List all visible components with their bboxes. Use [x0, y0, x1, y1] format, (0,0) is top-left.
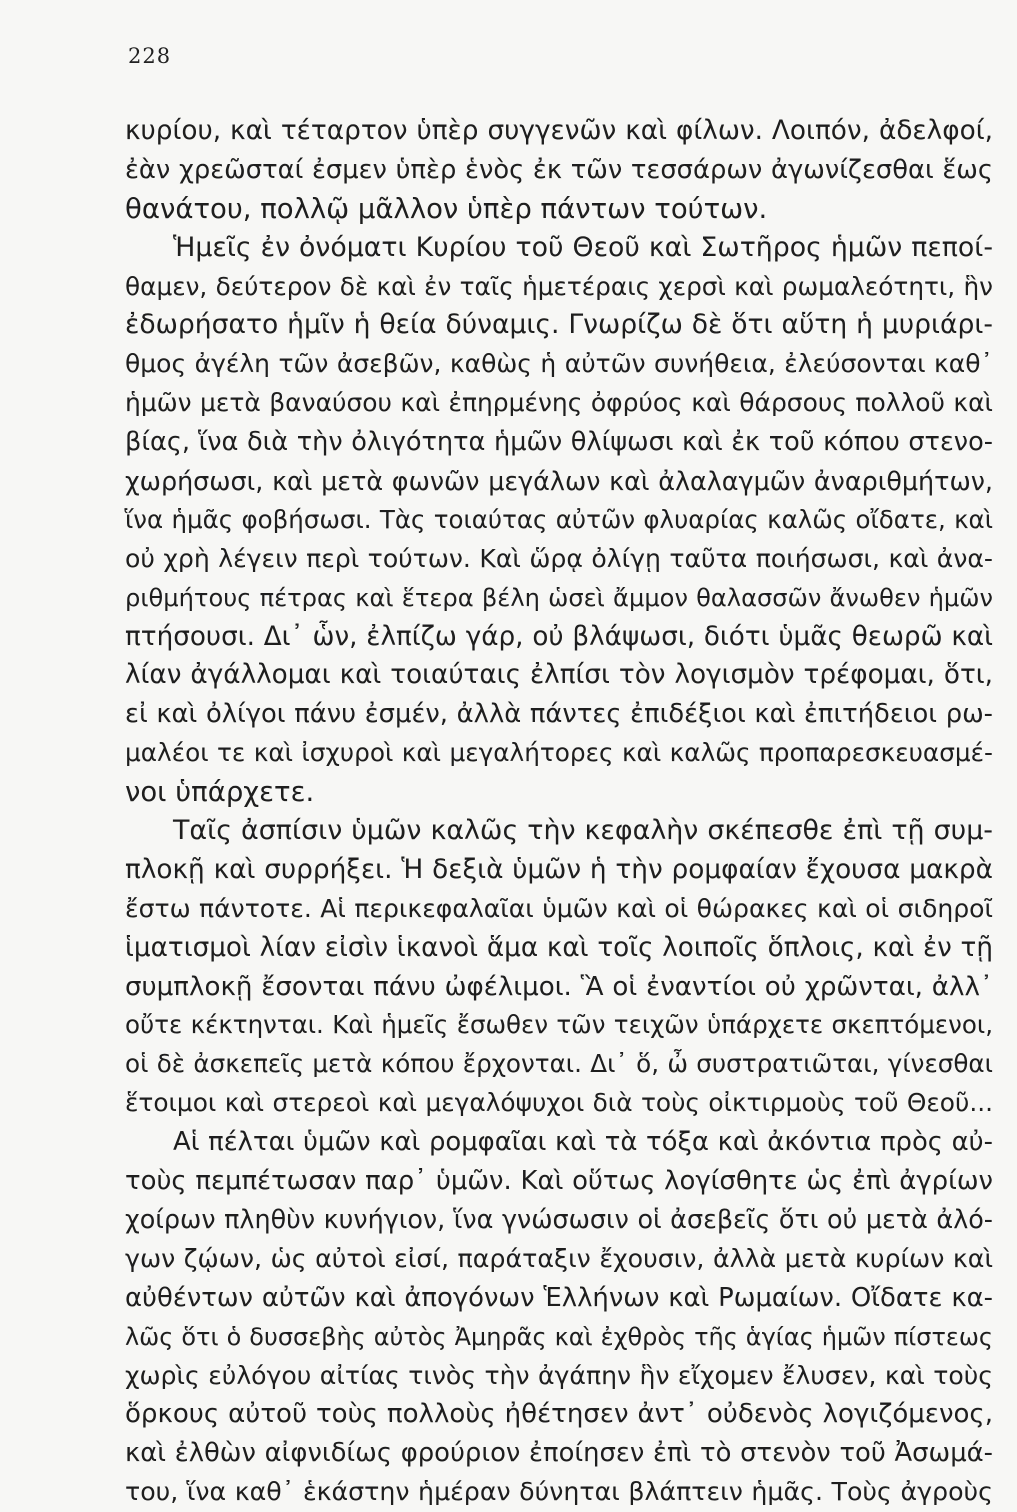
text-line: ἔστω πάντοτε. Αἱ περικεφαλαῖαι ὑμῶν καὶ οἱ θώρακες καὶ οἱ σιδηροῖ — [125, 893, 993, 923]
text-line: οὔτε κέκτηνται. Καὶ ἡμεῖς ἔσωθεν τῶν τειχῶν ὑπάρχετε σκεπτόμενοι, — [125, 1010, 993, 1040]
text-line: θανάτου, πολλῷ μᾶλλον ὑπὲρ πάντων τούτων. — [125, 192, 768, 225]
text-line: του, ἵνα καθ᾽ ἑκάστην ἡμέραν δύνηται βλάπτειν ἡμᾶς. Τοὺς ἀγροὺς — [125, 1477, 993, 1507]
body-text — [125, 112, 993, 1512]
text-line: χωρήσωσι, καὶ μετὰ φωνῶν μεγάλων καὶ ἀλαλαγμῶν ἀναριθμήτων, — [125, 466, 993, 497]
text-line: λῶς ὅτι ὁ δυσσεβὴς αὐτὸς Ἀμηρᾶς καὶ ἐχθρὸς τῆς ἁγίας ἡμῶν πίστεως — [125, 1322, 993, 1351]
text-line: πτήσουσι. Δι᾽ ὧν, ἐλπίζω γάρ, οὐ βλάψωσι, διότι ὑμᾶς θεωρῶ καὶ — [125, 621, 993, 652]
text-line: βίας, ἵνα διὰ τὴν ὀλιγότητα ἡμῶν θλίψωσι καὶ ἐκ τοῦ κόπου στενο- — [125, 427, 993, 458]
text-line: χοίρων πληθὺν κυνήγιον, ἵνα γνώσωσιν οἱ ἀσεβεῖς ὅτι οὐ μετὰ ἀλό- — [125, 1204, 993, 1235]
text-line: πλοκῇ καὶ συρρήξει. Ἡ δεξιὰ ὑμῶν ἡ τὴν ρομφαίαν ἔχουσα μακρὰ — [125, 854, 993, 885]
text-line: θμος ἀγέλη τῶν ἀσεβῶν, καθὼς ἡ αὐτῶν συνήθεια, ἐλεύσονται καθ᾽ — [125, 349, 993, 379]
text-line: καὶ ἐλθὼν αἰφνιδίως φρούριον ἐποίησεν ἐπὶ τὸ στενὸν τοῦ Ἀσωμά- — [125, 1438, 993, 1469]
paragraph-start-line: Αἱ πέλται ὑμῶν καὶ ρομφαῖαι καὶ τὰ τόξα καὶ ἀκόντια πρὸς αὐ- — [173, 1127, 993, 1158]
text-line: ἵνα ἡμᾶς φοβήσωσι. Τὰς τοιαύτας αὐτῶν φλυαρίας καλῶς οἴδατε, καὶ — [125, 504, 993, 534]
text-line: λίαν ἀγάλλομαι καὶ τοιαύταις ἐλπίσι τὸν λογισμὸν τρέφομαι, ὅτι, — [125, 660, 993, 691]
paragraph-start-line: Ἡμεῖς ἐν ὀνόματι Κυρίου τοῦ Θεοῦ καὶ Σωτῆρος ἡμῶν πεποί- — [173, 231, 993, 263]
text-line: χωρὶς εὐλόγου αἰτίας τινὸς τὴν ἀγάπην ἣν εἴχομεν ἔλυσεν, καὶ τοὺς — [125, 1360, 993, 1390]
text-line: συμπλοκῇ ἔσονται πάνυ ὠφέλιμοι. Ἃ οἱ ἐναντίοι οὐ χρῶνται, ἀλλ᾽ — [125, 971, 993, 1002]
text-line: οὐ χρὴ λέγειν περὶ τούτων. Καὶ ὥρᾳ ὀλίγῃ ταῦτα ποιήσωσι, καὶ ἀνα- — [125, 543, 993, 573]
text-line: μαλέοι τε καὶ ἰσχυροὶ καὶ μεγαλήτορες καὶ καλῶς προπαρεσκευασμέ- — [125, 738, 993, 768]
text-line: ἡμῶν μετὰ βαναύσου καὶ ἐπηρμένης ὀφρύος καὶ θάρσους πολλοῦ καὶ — [125, 388, 993, 418]
page-number: 228 — [128, 44, 172, 68]
text-line: ἐδωρήσατο ἡμῖν ἡ θεία δύναμις. Γνωρίζω δὲ ὅτι αὕτη ἡ μυριάρι- — [125, 309, 993, 341]
paragraph-start-line: Ταῖς ἀσπίσιν ὑμῶν καλῶς τὴν κεφαλὴν σκέπεσθε ἐπὶ τῇ συμ- — [173, 815, 993, 847]
text-line: ἱματισμοὶ λίαν εἰσὶν ἱκανοὶ ἅμα καὶ τοῖς λοιποῖς ὅπλοις, καὶ ἐν τῇ — [125, 932, 993, 963]
text-line: θαμεν, δεύτερον δὲ καὶ ἐν ταῖς ἡμετέραις χερσὶ καὶ ρωμαλεότητι, ἣν — [125, 271, 993, 301]
text-line: κυρίου, καὶ τέταρτον ὑπὲρ συγγενῶν καὶ φίλων. Λοιπόν, ἀδελφοί, — [125, 116, 993, 146]
text-line: ὅρκους αὐτοῦ τοὺς πολλοὺς ἠθέτησεν ἀντ᾽ οὐδενὸς λογιζόμενος, — [125, 1399, 993, 1430]
text-line: εἰ καὶ ὀλίγοι πάνυ ἐσμέν, ἀλλὰ πάντες ἐπιδέξιοι καὶ ἐπιτήδειοι ρω- — [125, 699, 993, 730]
text-line: τοὺς πεμπέτωσαν παρ᾽ ὑμῶν. Καὶ οὕτως λογίσθητε ὡς ἐπὶ ἀγρίων — [125, 1166, 993, 1197]
text-line: ἐὰν χρεῶσταί ἐσμεν ὑπὲρ ἑνὸς ἐκ τῶν τεσσάρων ἀγωνίζεσθαι ἕως — [125, 154, 993, 185]
text-line: ἕτοιμοι καὶ στερεοὶ καὶ μεγαλόψυχοι διὰ τοὺς οἰκτιρμοὺς τοῦ Θεοῦ... — [125, 1088, 993, 1118]
text-line: γων ζῴων, ὡς αὐτοὶ εἰσί, παράταξιν ἔχουσιν, ἀλλὰ μετὰ κυρίων καὶ — [125, 1243, 993, 1273]
text-line: ριθμήτους πέτρας καὶ ἕτερα βέλη ὡσεὶ ἄμμον θαλασσῶν ἄνωθεν ἡμῶν — [125, 583, 993, 612]
text-line: αὐθέντων αὐτῶν καὶ ἀπογόνων Ἑλλήνων καὶ Ρωμαίων. Οἴδατε κα- — [125, 1282, 993, 1313]
text-line: οἱ δὲ ἀσκεπεῖς μετὰ κόπου ἔρχονται. Δι᾽ ὅ, ὦ συστρατιῶται, γίνεσθαι — [125, 1049, 993, 1079]
text-line: νοι ὑπάρχετε. — [125, 776, 315, 809]
